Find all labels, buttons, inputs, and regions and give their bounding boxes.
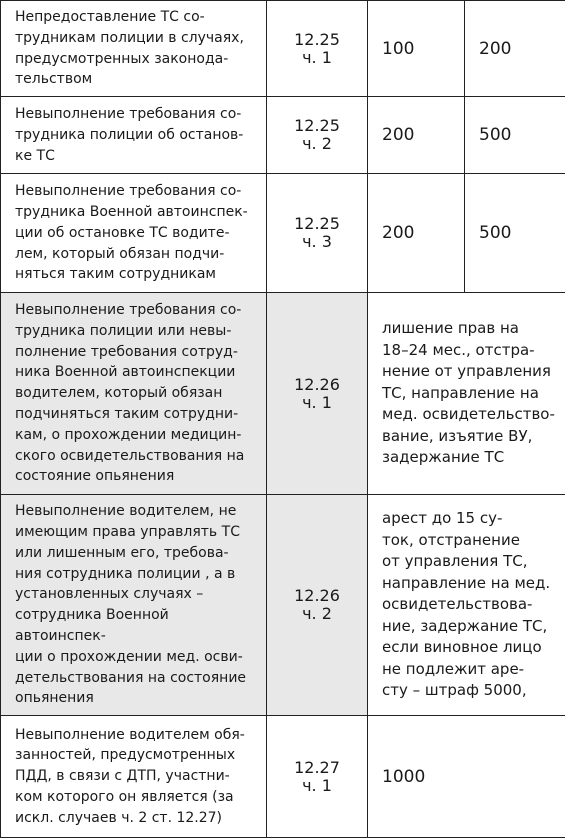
article-number: 12.26 ч. 1 — [267, 293, 368, 495]
table-row — [1, 495, 565, 716]
fine-min: 200 — [368, 97, 465, 174]
article-number: 12.27 ч. 1 — [267, 716, 368, 838]
fine-max: 200 — [465, 1, 565, 97]
violation-description: Непредоставление ТС со- трудникам полиции в случаях, предусмотренных законода- тельством — [1, 1, 267, 97]
article-number: 12.25 ч. 2 — [267, 97, 368, 174]
violation-description: Невыполнение требования со- трудника полиции или невы- полнение требования сотруд- ника Военной автоинспекции водителем, который обязан подчиняться таким сотрудни- кам, о прохождении медицин- ского освидетельствования на состояние опьянения — [1, 293, 267, 495]
article-number: 12.25 ч. 1 — [267, 1, 368, 97]
table-row — [1, 1, 565, 97]
violation-description: Невыполнение требования со- трудника Военной автоинспек- ции об остановке ТС водите- лем, который обязан подчи- няться таким сотрудникам — [1, 174, 267, 293]
penalty-text: арест до 15 су- ток, отстранение от управления ТС, направление на мед. освидетельствова- ние, задержание ТС, если виновное лицо не подлежит аре- сту – штраф 5000, — [368, 495, 565, 716]
violation-description: Невыполнение водителем обя- занностей, предусмотренных ПДД, в связи с ДТП, участни- ком которого он является (за искл. случаев ч. 2 ст. 12.27) — [1, 716, 267, 838]
violation-description: Невыполнение водителем, не имеющим права управлять ТС или лишенным его, требова- ния сотрудника полиции , а в установленных случаях – сотрудника Военной автоинспек- ции о прохождении мед. осви- детельствования на состояние опьянения — [1, 495, 267, 716]
table-row — [1, 174, 565, 293]
article-number: 12.25 ч. 3 — [267, 174, 368, 293]
fine-min: 200 — [368, 174, 465, 293]
penalty-text: лишение прав на 18–24 мес., отстра- нение от управления ТС, направление на мед. освидетельство- вание, изъятие ВУ, задержание ТС — [368, 293, 565, 495]
article-number: 12.26 ч. 2 — [267, 495, 368, 716]
fine-max: 500 — [465, 97, 565, 174]
violation-description: Невыполнение требования со- трудника полиции об останов- ке ТС — [1, 97, 267, 174]
fine-max: 500 — [465, 174, 565, 293]
table-row — [1, 293, 565, 495]
table-row — [1, 716, 565, 838]
table-row — [1, 97, 565, 174]
fine-min: 100 — [368, 1, 465, 97]
fine-amount: 1000 — [368, 716, 565, 838]
